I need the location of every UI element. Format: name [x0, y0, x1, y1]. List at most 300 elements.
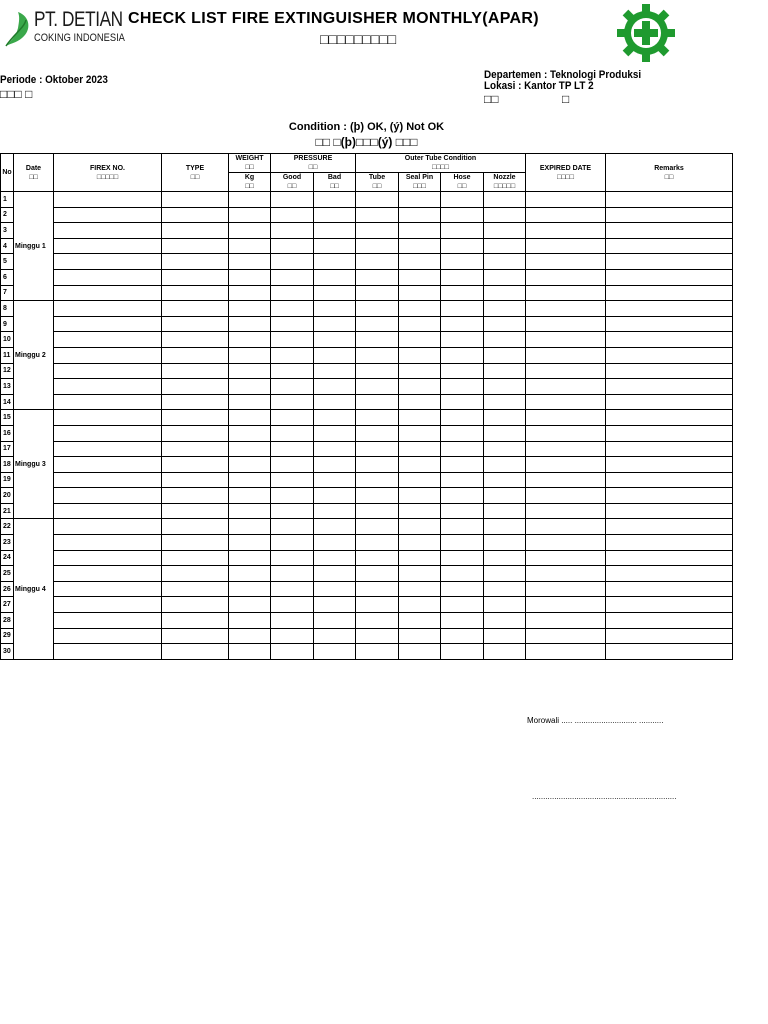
weight-cell[interactable] — [229, 597, 271, 613]
seal-pin-cell[interactable] — [399, 301, 441, 317]
hose-cell[interactable] — [441, 503, 484, 519]
tube-cell[interactable] — [356, 363, 399, 379]
hose-cell[interactable] — [441, 550, 484, 566]
pressure-bad-cell[interactable] — [314, 425, 356, 441]
firex-cell[interactable] — [54, 332, 162, 348]
remarks-cell[interactable] — [606, 503, 733, 519]
type-cell[interactable] — [162, 566, 229, 582]
pressure-good-cell[interactable] — [271, 441, 314, 457]
nozzle-cell[interactable] — [484, 238, 526, 254]
weight-cell[interactable] — [229, 410, 271, 426]
tube-cell[interactable] — [356, 316, 399, 332]
firex-cell[interactable] — [54, 488, 162, 504]
hose-cell[interactable] — [441, 410, 484, 426]
weight-cell[interactable] — [229, 316, 271, 332]
nozzle-cell[interactable] — [484, 550, 526, 566]
pressure-good-cell[interactable] — [271, 472, 314, 488]
firex-cell[interactable] — [54, 566, 162, 582]
type-cell[interactable] — [162, 301, 229, 317]
seal-pin-cell[interactable] — [399, 441, 441, 457]
firex-cell[interactable] — [54, 285, 162, 301]
type-cell[interactable] — [162, 472, 229, 488]
seal-pin-cell[interactable] — [399, 644, 441, 660]
type-cell[interactable] — [162, 410, 229, 426]
nozzle-cell[interactable] — [484, 425, 526, 441]
expired-cell[interactable] — [526, 472, 606, 488]
pressure-bad-cell[interactable] — [314, 581, 356, 597]
weight-cell[interactable] — [229, 457, 271, 473]
firex-cell[interactable] — [54, 472, 162, 488]
tube-cell[interactable] — [356, 597, 399, 613]
type-cell[interactable] — [162, 254, 229, 270]
weight-cell[interactable] — [229, 503, 271, 519]
firex-cell[interactable] — [54, 363, 162, 379]
weight-cell[interactable] — [229, 425, 271, 441]
tube-cell[interactable] — [356, 425, 399, 441]
firex-cell[interactable] — [54, 628, 162, 644]
seal-pin-cell[interactable] — [399, 316, 441, 332]
expired-cell[interactable] — [526, 238, 606, 254]
nozzle-cell[interactable] — [484, 472, 526, 488]
type-cell[interactable] — [162, 425, 229, 441]
remarks-cell[interactable] — [606, 238, 733, 254]
remarks-cell[interactable] — [606, 613, 733, 629]
type-cell[interactable] — [162, 223, 229, 239]
pressure-good-cell[interactable] — [271, 597, 314, 613]
pressure-bad-cell[interactable] — [314, 410, 356, 426]
pressure-good-cell[interactable] — [271, 613, 314, 629]
firex-cell[interactable] — [54, 394, 162, 410]
expired-cell[interactable] — [526, 410, 606, 426]
nozzle-cell[interactable] — [484, 316, 526, 332]
hose-cell[interactable] — [441, 207, 484, 223]
nozzle-cell[interactable] — [484, 379, 526, 395]
tube-cell[interactable] — [356, 628, 399, 644]
firex-cell[interactable] — [54, 301, 162, 317]
expired-cell[interactable] — [526, 628, 606, 644]
hose-cell[interactable] — [441, 581, 484, 597]
expired-cell[interactable] — [526, 394, 606, 410]
remarks-cell[interactable] — [606, 472, 733, 488]
weight-cell[interactable] — [229, 519, 271, 535]
pressure-good-cell[interactable] — [271, 285, 314, 301]
remarks-cell[interactable] — [606, 628, 733, 644]
nozzle-cell[interactable] — [484, 332, 526, 348]
weight-cell[interactable] — [229, 550, 271, 566]
seal-pin-cell[interactable] — [399, 285, 441, 301]
pressure-good-cell[interactable] — [271, 223, 314, 239]
weight-cell[interactable] — [229, 285, 271, 301]
tube-cell[interactable] — [356, 379, 399, 395]
seal-pin-cell[interactable] — [399, 347, 441, 363]
pressure-good-cell[interactable] — [271, 410, 314, 426]
hose-cell[interactable] — [441, 332, 484, 348]
hose-cell[interactable] — [441, 238, 484, 254]
hose-cell[interactable] — [441, 628, 484, 644]
hose-cell[interactable] — [441, 223, 484, 239]
seal-pin-cell[interactable] — [399, 581, 441, 597]
hose-cell[interactable] — [441, 457, 484, 473]
weight-cell[interactable] — [229, 332, 271, 348]
seal-pin-cell[interactable] — [399, 535, 441, 551]
seal-pin-cell[interactable] — [399, 613, 441, 629]
expired-cell[interactable] — [526, 503, 606, 519]
firex-cell[interactable] — [54, 535, 162, 551]
pressure-good-cell[interactable] — [271, 316, 314, 332]
weight-cell[interactable] — [229, 238, 271, 254]
nozzle-cell[interactable] — [484, 503, 526, 519]
expired-cell[interactable] — [526, 535, 606, 551]
remarks-cell[interactable] — [606, 379, 733, 395]
weight-cell[interactable] — [229, 581, 271, 597]
firex-cell[interactable] — [54, 597, 162, 613]
seal-pin-cell[interactable] — [399, 332, 441, 348]
nozzle-cell[interactable] — [484, 566, 526, 582]
type-cell[interactable] — [162, 488, 229, 504]
pressure-bad-cell[interactable] — [314, 566, 356, 582]
type-cell[interactable] — [162, 207, 229, 223]
nozzle-cell[interactable] — [484, 301, 526, 317]
pressure-good-cell[interactable] — [271, 379, 314, 395]
expired-cell[interactable] — [526, 316, 606, 332]
pressure-bad-cell[interactable] — [314, 441, 356, 457]
seal-pin-cell[interactable] — [399, 379, 441, 395]
expired-cell[interactable] — [526, 379, 606, 395]
tube-cell[interactable] — [356, 519, 399, 535]
expired-cell[interactable] — [526, 457, 606, 473]
weight-cell[interactable] — [229, 394, 271, 410]
pressure-bad-cell[interactable] — [314, 192, 356, 208]
tube-cell[interactable] — [356, 347, 399, 363]
remarks-cell[interactable] — [606, 223, 733, 239]
seal-pin-cell[interactable] — [399, 192, 441, 208]
expired-cell[interactable] — [526, 192, 606, 208]
hose-cell[interactable] — [441, 379, 484, 395]
expired-cell[interactable] — [526, 441, 606, 457]
hose-cell[interactable] — [441, 301, 484, 317]
nozzle-cell[interactable] — [484, 597, 526, 613]
pressure-bad-cell[interactable] — [314, 613, 356, 629]
nozzle-cell[interactable] — [484, 410, 526, 426]
seal-pin-cell[interactable] — [399, 363, 441, 379]
type-cell[interactable] — [162, 535, 229, 551]
hose-cell[interactable] — [441, 285, 484, 301]
nozzle-cell[interactable] — [484, 347, 526, 363]
firex-cell[interactable] — [54, 503, 162, 519]
nozzle-cell[interactable] — [484, 394, 526, 410]
pressure-bad-cell[interactable] — [314, 285, 356, 301]
seal-pin-cell[interactable] — [399, 566, 441, 582]
nozzle-cell[interactable] — [484, 285, 526, 301]
pressure-good-cell[interactable] — [271, 254, 314, 270]
pressure-bad-cell[interactable] — [314, 628, 356, 644]
nozzle-cell[interactable] — [484, 441, 526, 457]
tube-cell[interactable] — [356, 550, 399, 566]
expired-cell[interactable] — [526, 301, 606, 317]
weight-cell[interactable] — [229, 441, 271, 457]
firex-cell[interactable] — [54, 347, 162, 363]
weight-cell[interactable] — [229, 488, 271, 504]
firex-cell[interactable] — [54, 207, 162, 223]
nozzle-cell[interactable] — [484, 535, 526, 551]
pressure-bad-cell[interactable] — [314, 644, 356, 660]
expired-cell[interactable] — [526, 207, 606, 223]
seal-pin-cell[interactable] — [399, 394, 441, 410]
tube-cell[interactable] — [356, 472, 399, 488]
pressure-bad-cell[interactable] — [314, 597, 356, 613]
type-cell[interactable] — [162, 613, 229, 629]
type-cell[interactable] — [162, 238, 229, 254]
pressure-good-cell[interactable] — [271, 581, 314, 597]
weight-cell[interactable] — [229, 207, 271, 223]
pressure-good-cell[interactable] — [271, 394, 314, 410]
firex-cell[interactable] — [54, 425, 162, 441]
weight-cell[interactable] — [229, 363, 271, 379]
hose-cell[interactable] — [441, 472, 484, 488]
tube-cell[interactable] — [356, 457, 399, 473]
firex-cell[interactable] — [54, 379, 162, 395]
pressure-good-cell[interactable] — [271, 503, 314, 519]
seal-pin-cell[interactable] — [399, 223, 441, 239]
firex-cell[interactable] — [54, 254, 162, 270]
hose-cell[interactable] — [441, 566, 484, 582]
remarks-cell[interactable] — [606, 347, 733, 363]
pressure-bad-cell[interactable] — [314, 394, 356, 410]
type-cell[interactable] — [162, 379, 229, 395]
nozzle-cell[interactable] — [484, 192, 526, 208]
pressure-bad-cell[interactable] — [314, 347, 356, 363]
hose-cell[interactable] — [441, 535, 484, 551]
seal-pin-cell[interactable] — [399, 550, 441, 566]
expired-cell[interactable] — [526, 332, 606, 348]
remarks-cell[interactable] — [606, 425, 733, 441]
hose-cell[interactable] — [441, 425, 484, 441]
hose-cell[interactable] — [441, 316, 484, 332]
pressure-bad-cell[interactable] — [314, 223, 356, 239]
pressure-bad-cell[interactable] — [314, 519, 356, 535]
tube-cell[interactable] — [356, 488, 399, 504]
pressure-bad-cell[interactable] — [314, 488, 356, 504]
pressure-good-cell[interactable] — [271, 269, 314, 285]
expired-cell[interactable] — [526, 581, 606, 597]
nozzle-cell[interactable] — [484, 269, 526, 285]
weight-cell[interactable] — [229, 644, 271, 660]
tube-cell[interactable] — [356, 223, 399, 239]
pressure-good-cell[interactable] — [271, 207, 314, 223]
weight-cell[interactable] — [229, 379, 271, 395]
weight-cell[interactable] — [229, 254, 271, 270]
seal-pin-cell[interactable] — [399, 488, 441, 504]
firex-cell[interactable] — [54, 519, 162, 535]
hose-cell[interactable] — [441, 597, 484, 613]
tube-cell[interactable] — [356, 207, 399, 223]
pressure-bad-cell[interactable] — [314, 472, 356, 488]
remarks-cell[interactable] — [606, 644, 733, 660]
type-cell[interactable] — [162, 394, 229, 410]
remarks-cell[interactable] — [606, 363, 733, 379]
seal-pin-cell[interactable] — [399, 254, 441, 270]
pressure-bad-cell[interactable] — [314, 550, 356, 566]
expired-cell[interactable] — [526, 597, 606, 613]
type-cell[interactable] — [162, 457, 229, 473]
pressure-bad-cell[interactable] — [314, 238, 356, 254]
hose-cell[interactable] — [441, 613, 484, 629]
tube-cell[interactable] — [356, 566, 399, 582]
tube-cell[interactable] — [356, 535, 399, 551]
type-cell[interactable] — [162, 597, 229, 613]
tube-cell[interactable] — [356, 238, 399, 254]
expired-cell[interactable] — [526, 519, 606, 535]
nozzle-cell[interactable] — [484, 581, 526, 597]
firex-cell[interactable] — [54, 223, 162, 239]
type-cell[interactable] — [162, 192, 229, 208]
seal-pin-cell[interactable] — [399, 425, 441, 441]
expired-cell[interactable] — [526, 425, 606, 441]
tube-cell[interactable] — [356, 254, 399, 270]
type-cell[interactable] — [162, 269, 229, 285]
hose-cell[interactable] — [441, 347, 484, 363]
expired-cell[interactable] — [526, 613, 606, 629]
pressure-bad-cell[interactable] — [314, 332, 356, 348]
weight-cell[interactable] — [229, 613, 271, 629]
hose-cell[interactable] — [441, 519, 484, 535]
pressure-bad-cell[interactable] — [314, 269, 356, 285]
weight-cell[interactable] — [229, 301, 271, 317]
seal-pin-cell[interactable] — [399, 503, 441, 519]
firex-cell[interactable] — [54, 457, 162, 473]
seal-pin-cell[interactable] — [399, 269, 441, 285]
weight-cell[interactable] — [229, 223, 271, 239]
remarks-cell[interactable] — [606, 410, 733, 426]
pressure-good-cell[interactable] — [271, 192, 314, 208]
remarks-cell[interactable] — [606, 301, 733, 317]
hose-cell[interactable] — [441, 192, 484, 208]
remarks-cell[interactable] — [606, 207, 733, 223]
weight-cell[interactable] — [229, 347, 271, 363]
type-cell[interactable] — [162, 363, 229, 379]
hose-cell[interactable] — [441, 644, 484, 660]
type-cell[interactable] — [162, 347, 229, 363]
expired-cell[interactable] — [526, 566, 606, 582]
type-cell[interactable] — [162, 285, 229, 301]
nozzle-cell[interactable] — [484, 457, 526, 473]
weight-cell[interactable] — [229, 566, 271, 582]
pressure-bad-cell[interactable] — [314, 207, 356, 223]
expired-cell[interactable] — [526, 254, 606, 270]
expired-cell[interactable] — [526, 285, 606, 301]
expired-cell[interactable] — [526, 223, 606, 239]
nozzle-cell[interactable] — [484, 644, 526, 660]
nozzle-cell[interactable] — [484, 519, 526, 535]
type-cell[interactable] — [162, 550, 229, 566]
seal-pin-cell[interactable] — [399, 597, 441, 613]
tube-cell[interactable] — [356, 503, 399, 519]
tube-cell[interactable] — [356, 644, 399, 660]
tube-cell[interactable] — [356, 581, 399, 597]
hose-cell[interactable] — [441, 488, 484, 504]
remarks-cell[interactable] — [606, 581, 733, 597]
remarks-cell[interactable] — [606, 488, 733, 504]
hose-cell[interactable] — [441, 441, 484, 457]
hose-cell[interactable] — [441, 394, 484, 410]
expired-cell[interactable] — [526, 488, 606, 504]
seal-pin-cell[interactable] — [399, 519, 441, 535]
firex-cell[interactable] — [54, 441, 162, 457]
type-cell[interactable] — [162, 332, 229, 348]
pressure-bad-cell[interactable] — [314, 503, 356, 519]
remarks-cell[interactable] — [606, 566, 733, 582]
weight-cell[interactable] — [229, 628, 271, 644]
tube-cell[interactable] — [356, 269, 399, 285]
remarks-cell[interactable] — [606, 254, 733, 270]
firex-cell[interactable] — [54, 613, 162, 629]
type-cell[interactable] — [162, 628, 229, 644]
pressure-good-cell[interactable] — [271, 628, 314, 644]
tube-cell[interactable] — [356, 285, 399, 301]
type-cell[interactable] — [162, 503, 229, 519]
pressure-bad-cell[interactable] — [314, 254, 356, 270]
nozzle-cell[interactable] — [484, 488, 526, 504]
pressure-good-cell[interactable] — [271, 332, 314, 348]
weight-cell[interactable] — [229, 192, 271, 208]
firex-cell[interactable] — [54, 192, 162, 208]
weight-cell[interactable] — [229, 535, 271, 551]
expired-cell[interactable] — [526, 269, 606, 285]
remarks-cell[interactable] — [606, 332, 733, 348]
seal-pin-cell[interactable] — [399, 457, 441, 473]
seal-pin-cell[interactable] — [399, 472, 441, 488]
remarks-cell[interactable] — [606, 285, 733, 301]
pressure-good-cell[interactable] — [271, 425, 314, 441]
nozzle-cell[interactable] — [484, 207, 526, 223]
seal-pin-cell[interactable] — [399, 628, 441, 644]
pressure-good-cell[interactable] — [271, 238, 314, 254]
tube-cell[interactable] — [356, 613, 399, 629]
weight-cell[interactable] — [229, 269, 271, 285]
firex-cell[interactable] — [54, 410, 162, 426]
pressure-good-cell[interactable] — [271, 535, 314, 551]
type-cell[interactable] — [162, 581, 229, 597]
remarks-cell[interactable] — [606, 535, 733, 551]
nozzle-cell[interactable] — [484, 254, 526, 270]
pressure-good-cell[interactable] — [271, 363, 314, 379]
pressure-bad-cell[interactable] — [314, 363, 356, 379]
pressure-good-cell[interactable] — [271, 519, 314, 535]
remarks-cell[interactable] — [606, 457, 733, 473]
type-cell[interactable] — [162, 316, 229, 332]
pressure-bad-cell[interactable] — [314, 316, 356, 332]
remarks-cell[interactable] — [606, 269, 733, 285]
firex-cell[interactable] — [54, 550, 162, 566]
tube-cell[interactable] — [356, 394, 399, 410]
expired-cell[interactable] — [526, 644, 606, 660]
seal-pin-cell[interactable] — [399, 238, 441, 254]
tube-cell[interactable] — [356, 410, 399, 426]
firex-cell[interactable] — [54, 644, 162, 660]
type-cell[interactable] — [162, 644, 229, 660]
remarks-cell[interactable] — [606, 394, 733, 410]
type-cell[interactable] — [162, 519, 229, 535]
nozzle-cell[interactable] — [484, 363, 526, 379]
hose-cell[interactable] — [441, 254, 484, 270]
pressure-good-cell[interactable] — [271, 644, 314, 660]
pressure-good-cell[interactable] — [271, 550, 314, 566]
remarks-cell[interactable] — [606, 550, 733, 566]
expired-cell[interactable] — [526, 550, 606, 566]
firex-cell[interactable] — [54, 238, 162, 254]
pressure-bad-cell[interactable] — [314, 457, 356, 473]
pressure-bad-cell[interactable] — [314, 301, 356, 317]
